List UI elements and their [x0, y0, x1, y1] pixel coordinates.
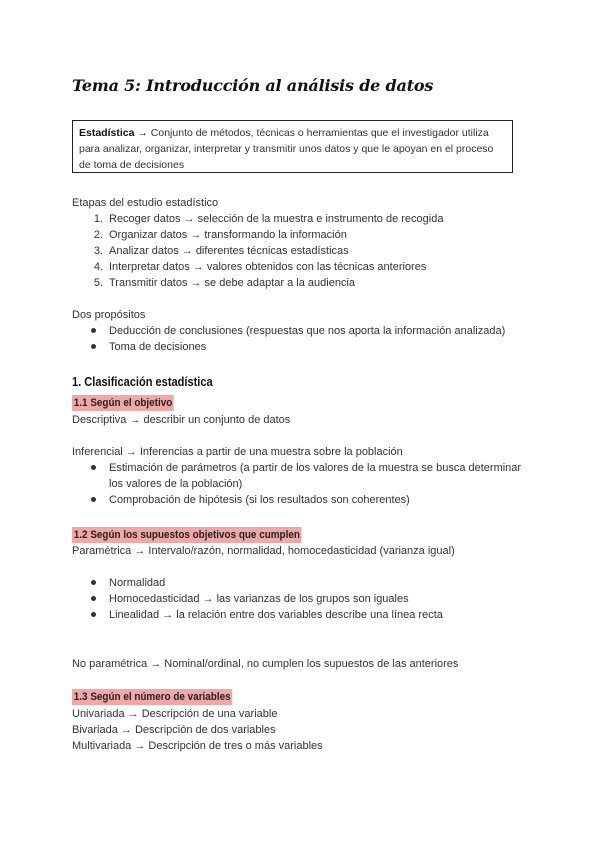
inferencial-list: [109, 460, 529, 508]
list-item: Comprobación de hipótesis (si los resultados son coherentes): [109, 492, 529, 508]
bullet-icon: [91, 344, 96, 349]
no-parametrica-text: No paramétrica → Nominal/ordinal, no cumplen los supuestos de las anteriores: [72, 658, 459, 670]
list-item: Homocedasticidad → las varianzas de los grupos son iguales: [109, 591, 443, 607]
variables-line: Bivariada → Descripción de dos variables: [72, 724, 276, 736]
list-text: Recoger datos → selección de la muestra e instrumento de recogida: [109, 213, 444, 225]
list-item: [93, 211, 444, 227]
list-number: 4.: [93, 261, 103, 273]
definition-text: Conjunto de métodos, técnicas o herramientas que el investigador utiliza para analizar, organizar, interpretar y transmitir unos datos y que le apoyan en el proceso de toma de decisiones: [79, 127, 494, 171]
list-item: Estimación de parámetros (a partir de los valores de la muestra se busca determinar los valores de la población): [109, 460, 529, 492]
list-text: Transmitir datos → se debe adaptar a la audiencia: [109, 277, 356, 289]
parametrica-list: [109, 575, 443, 623]
list-item: Linealidad → la relación entre dos variables describe una línea recta: [109, 607, 443, 623]
purposes-list: [109, 323, 505, 355]
stages-heading: Etapas del estudio estadístico: [72, 197, 219, 209]
stages-list: [93, 211, 444, 291]
definition-box: [72, 120, 513, 173]
list-item: Toma de decisiones: [109, 339, 505, 355]
subsection-heading: 1.3 Según el número de variables: [73, 691, 231, 703]
list-number: 3.: [93, 245, 103, 257]
descriptiva-text: Descriptiva → describir un conjunto de datos: [72, 414, 291, 426]
list-item: [93, 227, 443, 243]
list-item: [93, 275, 443, 291]
parametrica-text: Paramétrica → Intervalo/razón, normalidad, homocedasticidad (varianza igual): [72, 545, 455, 557]
variables-line: Multivariada → Descripción de tres o más variables: [72, 740, 323, 752]
purposes-heading: Dos propósitos: [72, 309, 146, 321]
list-number: 1.: [93, 213, 103, 225]
list-text: Organizar datos → transformando la información: [109, 229, 347, 241]
list-number: 2.: [93, 229, 103, 241]
list-text: Interpretar datos → valores obtenidos con las técnicas anteriores: [109, 261, 427, 273]
section-heading: 1. Clasificación estadística: [72, 374, 213, 389]
list-number: 5.: [93, 277, 103, 289]
list-item: Deducción de conclusiones (respuestas que nos aporta la información analizada): [109, 323, 505, 339]
definition-arrow: →: [137, 127, 148, 139]
bullet-icon: [91, 328, 96, 333]
bullet-icon: [91, 596, 96, 601]
page-title: Tema 5: Introducción al análisis de datos: [72, 76, 434, 95]
subsection-heading: 1.2 Según los supuestos objetivos que cumplen: [73, 529, 300, 541]
definition-term: Estadística: [79, 127, 135, 139]
bullet-icon: [91, 465, 96, 470]
bullet-icon: [91, 580, 96, 585]
subsection-heading: 1.1 Según el objetivo: [73, 397, 173, 409]
inferencial-text: Inferencial → Inferencias a partir de una muestra sobre la población: [72, 446, 403, 458]
variables-line: Univariada → Descripción de una variable: [72, 708, 278, 720]
list-item: [93, 243, 443, 259]
list-item: [93, 259, 443, 275]
list-item: Normalidad: [109, 575, 443, 591]
list-text: Analizar datos → diferentes técnicas estadísticas: [109, 245, 349, 257]
bullet-icon: [91, 612, 96, 617]
bullet-icon: [91, 497, 96, 502]
